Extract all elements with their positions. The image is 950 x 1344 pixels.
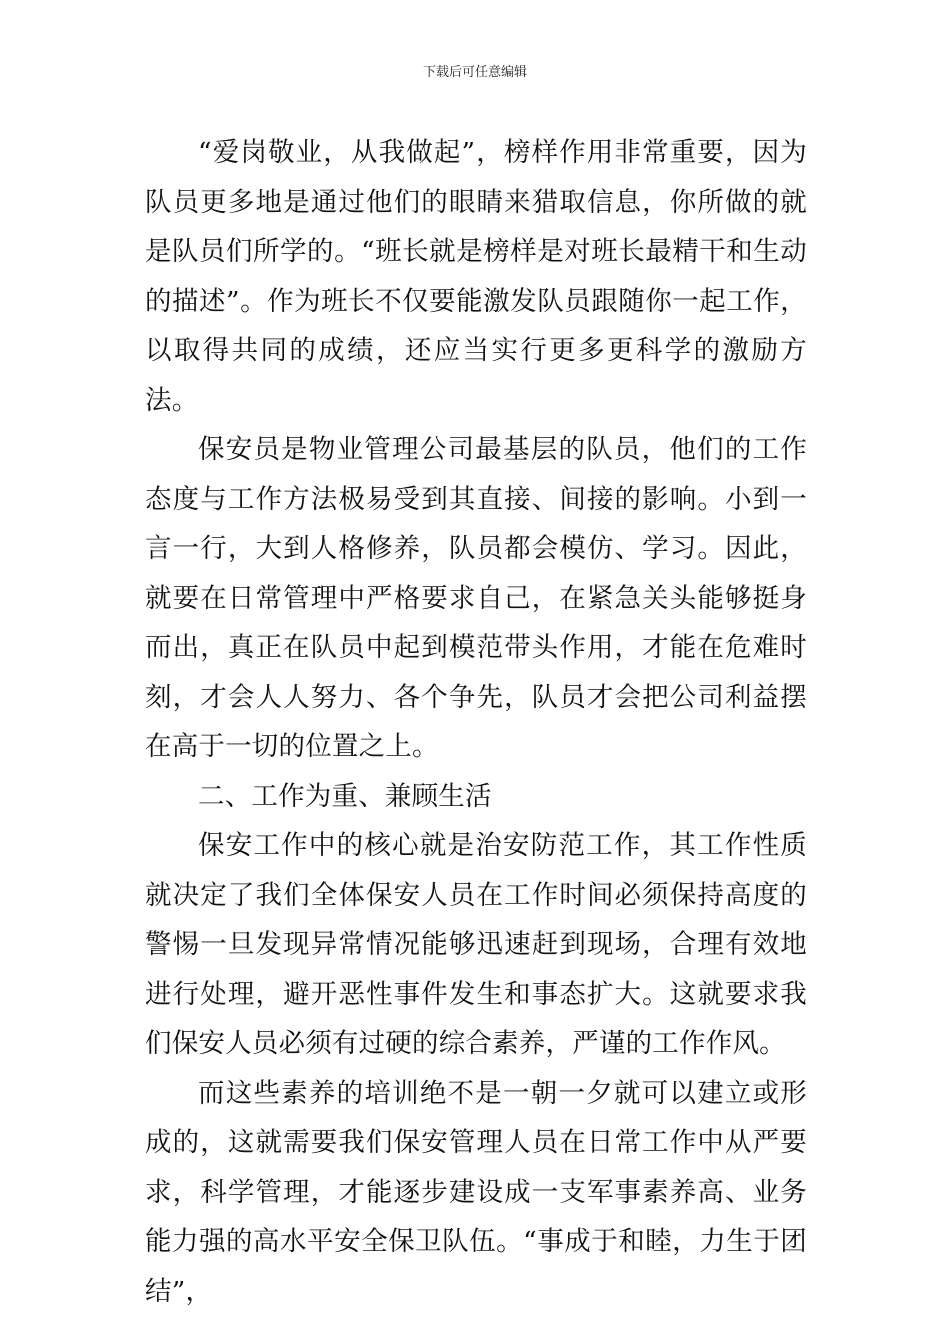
page-header-note: 下载后可任意编辑 [422,65,527,80]
paragraph-training: 而这些素养的培训绝不是一朝一夕就可以建立或形成的，这就需要我们保安管理人员在日常工作中从严要求，科学管理，才能逐步建设成一支军事素养高、业务能力强的高水平安全保卫队伍。“事成于和睦，力生于团结”， [145,1077,807,1307]
document-body [145,128,807,1316]
paragraph-security-staff: 保安员是物业管理公司最基层的队员，他们的工作态度与工作方法极易受到其直接、间接的影响。小到一言一行，大到人格修养，队员都会模仿、学习。因此，就要在日常管理中严格要求自己，在紧急关头能够挺身而出，真正在队员中起到模范带头作用，才能在危难时刻，才会人人努力、各个争先，队员才会把公司利益摆在高于一切的位置之上。 [145,434,807,762]
paragraph-role-model: “爱岗敬业，从我做起”，榜样作用非常重要，因为队员更多地是通过他们的眼睛来猎取信息，你所做的就是队员们所学的。“班长就是榜样是对班长最精干和生动的描述”。作为班长不仅要能激发队员跟随你一起工作，以取得共同的成绩，还应当实行更多更科学的激励方法。 [145,137,807,416]
paragraph-core-work: 保安工作中的核心就是治安防范工作，其工作性质就决定了我们全体保安人员在工作时间必须保持高度的警惕一旦发现异常情况能够迅速赶到现场，合理有效地进行处理，避开恶性事件发生和事态扩大。这就要求我们保安人员必须有过硬的综合素养，严谨的工作作风。 [145,830,807,1059]
section-heading-work-first: 二、工作为重、兼顾生活 [198,780,492,812]
